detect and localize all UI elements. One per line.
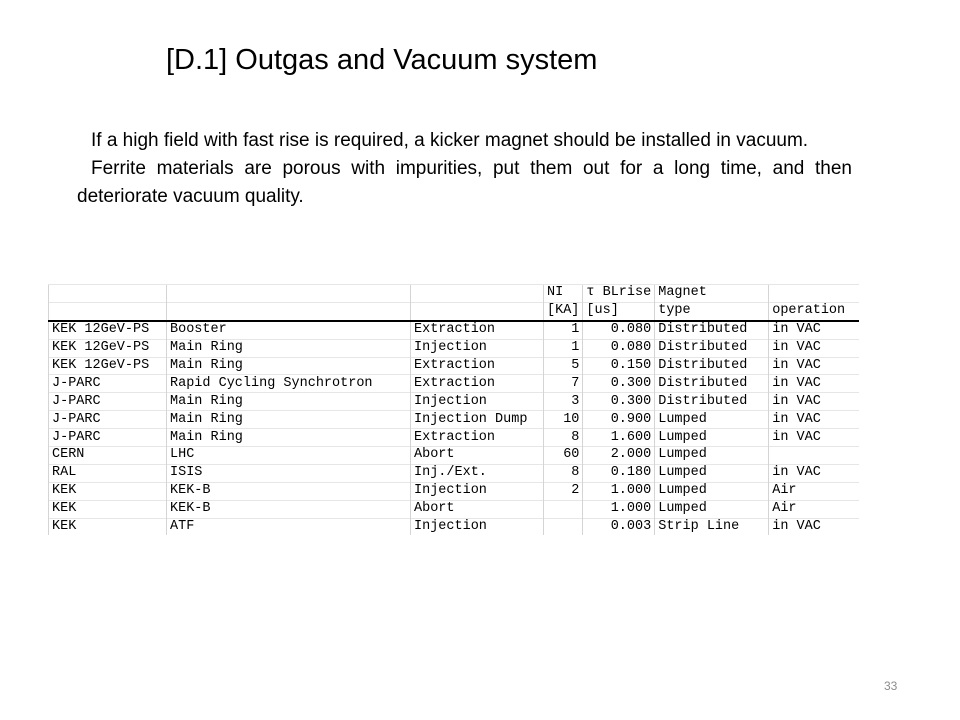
cell-lab: CERN [49,447,167,465]
cell-ni [544,500,583,518]
table-row [49,500,859,518]
cell-lab [49,302,167,320]
cell-lab: J-PARC [49,411,167,429]
cell-ni: 8 [544,429,583,447]
cell-operation: in VAC [769,429,859,447]
cell-machine: KEK-B [167,500,411,518]
body-text [77,127,852,211]
cell-lab: J-PARC [49,429,167,447]
cell-rise: 0.003 [583,518,655,535]
cell-function: Inj./Ext. [411,464,544,482]
cell-rise: 0.300 [583,375,655,393]
table-row [49,518,859,535]
cell-function: Injection [411,339,544,357]
cell-magnet-type: Lumped [655,429,769,447]
cell-operation: in VAC [769,321,859,339]
cell-rise: 0.080 [583,321,655,339]
cell-magnet-type: Distributed [655,321,769,339]
cell-magnet-type: Distributed [655,357,769,375]
cell-magnet-type: Distributed [655,339,769,357]
cell-magnet-type: Lumped [655,482,769,500]
cell-function [411,302,544,320]
table-row [49,464,859,482]
cell-lab: J-PARC [49,393,167,411]
cell-lab: KEK 12GeV-PS [49,357,167,375]
table-header-row [49,302,859,320]
cell-operation: Air [769,500,859,518]
cell-lab: KEK 12GeV-PS [49,339,167,357]
table-row [49,321,859,339]
cell-machine: ISIS [167,464,411,482]
cell-lab [49,285,167,303]
cell-magnet-type: Lumped [655,411,769,429]
cell-magnet-type: Strip Line [655,518,769,535]
cell-ni: 5 [544,357,583,375]
cell-function: Extraction [411,375,544,393]
cell-operation: in VAC [769,464,859,482]
cell-operation [769,285,859,303]
cell-operation: in VAC [769,411,859,429]
cell-machine: Main Ring [167,429,411,447]
cell-magnet-type: type [655,302,769,320]
table-row [49,482,859,500]
cell-machine [167,285,411,303]
table-row [49,375,859,393]
cell-operation: in VAC [769,357,859,375]
cell-rise: τ BLrise [583,285,655,303]
cell-magnet-type: Lumped [655,447,769,465]
cell-function: Injection [411,482,544,500]
cell-machine: Main Ring [167,357,411,375]
cell-machine: Main Ring [167,393,411,411]
cell-operation: in VAC [769,339,859,357]
cell-operation: in VAC [769,393,859,411]
cell-function: Abort [411,500,544,518]
page-number: 33 [884,679,898,693]
cell-rise: 1.000 [583,500,655,518]
cell-rise: 0.900 [583,411,655,429]
cell-rise: 1.000 [583,482,655,500]
table-row [49,411,859,429]
cell-rise: 0.180 [583,464,655,482]
cell-ni: 1 [544,321,583,339]
cell-operation: Air [769,482,859,500]
cell-rise: 0.300 [583,393,655,411]
cell-ni: 7 [544,375,583,393]
paragraph-ferrite-outgas: Ferrite materials are porous with impurities, put them out for a long time, and then deteriorate vacuum quality. [77,158,852,207]
cell-machine: Main Ring [167,411,411,429]
cell-lab: J-PARC [49,375,167,393]
cell-ni: 60 [544,447,583,465]
cell-rise: 0.150 [583,357,655,375]
cell-ni [544,518,583,535]
cell-rise: 0.080 [583,339,655,357]
cell-ni: 8 [544,464,583,482]
cell-function: Injection [411,518,544,535]
cell-lab: KEK [49,518,167,535]
cell-rise: 2.000 [583,447,655,465]
cell-machine: Booster [167,321,411,339]
cell-machine: ATF [167,518,411,535]
cell-ni: NI [544,285,583,303]
cell-ni: 2 [544,482,583,500]
paragraph-kicker-in-vacuum: If a high field with fast rise is required, a kicker magnet should be installed in vacuum. [91,130,809,151]
cell-machine: Main Ring [167,339,411,357]
cell-machine: KEK-B [167,482,411,500]
cell-lab: KEK [49,500,167,518]
cell-function: Abort [411,447,544,465]
cell-lab: RAL [49,464,167,482]
cell-rise: 1.600 [583,429,655,447]
cell-lab: KEK 12GeV-PS [49,321,167,339]
cell-magnet-type: Lumped [655,464,769,482]
cell-function: Extraction [411,429,544,447]
table-header-row [49,285,859,303]
cell-ni: [KA] [544,302,583,320]
cell-rise: [us] [583,302,655,320]
cell-operation: operation [769,302,859,320]
table-row [49,429,859,447]
cell-function [411,285,544,303]
cell-operation: in VAC [769,375,859,393]
cell-magnet-type: Lumped [655,500,769,518]
cell-operation: in VAC [769,518,859,535]
cell-function: Injection Dump [411,411,544,429]
table-row [49,357,859,375]
cell-machine [167,302,411,320]
cell-function: Extraction [411,321,544,339]
table-row [49,393,859,411]
cell-ni: 1 [544,339,583,357]
cell-machine: Rapid Cycling Synchrotron [167,375,411,393]
kicker-magnet-table [48,284,859,535]
cell-function: Extraction [411,357,544,375]
cell-ni: 3 [544,393,583,411]
cell-magnet-type: Distributed [655,393,769,411]
cell-operation [769,447,859,465]
cell-machine: LHC [167,447,411,465]
cell-lab: KEK [49,482,167,500]
cell-magnet-type: Magnet [655,285,769,303]
slide-title: [D.1] Outgas and Vacuum system [166,44,598,76]
table-row [49,339,859,357]
cell-magnet-type: Distributed [655,375,769,393]
cell-function: Injection [411,393,544,411]
table-row [49,447,859,465]
cell-ni: 10 [544,411,583,429]
